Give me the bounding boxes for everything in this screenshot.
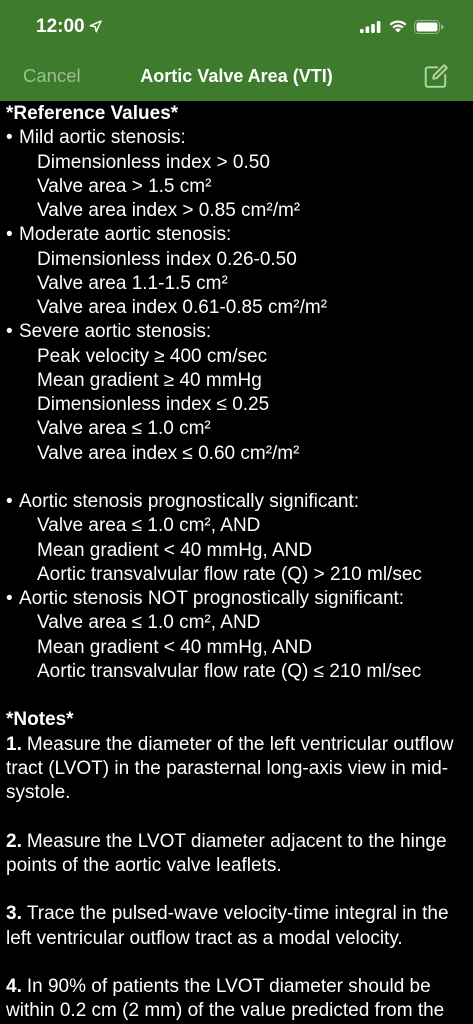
- criterion-item: Valve area index 0.61-0.85 cm²/m²: [37, 297, 328, 318]
- status-bar: [0, 0, 473, 52]
- blank-line: [0, 805, 473, 829]
- page-title: Aortic Valve Area (VTI): [140, 66, 333, 86]
- note-text-line: points of the aortic valve leaflets.: [6, 854, 282, 876]
- note-2-line: [0, 830, 473, 854]
- blank-line: [0, 878, 473, 902]
- criterion-item: Dimensionless index 0.26-0.50: [37, 248, 297, 270]
- blank-line: [0, 684, 473, 708]
- severity-label: Moderate aortic stenosis:: [19, 224, 232, 246]
- cancel-button[interactable]: Cancel: [23, 65, 81, 86]
- cellular-signal-icon: [360, 21, 382, 33]
- prognosis-heading-not-significant: [0, 587, 473, 611]
- prognosis-heading-significant: [0, 490, 473, 514]
- criterion-item: Dimensionless index > 0.50: [37, 151, 270, 173]
- criterion-item: Dimensionless index ≤ 0.25: [37, 394, 270, 415]
- severity-heading-mild: [0, 126, 473, 150]
- criterion-item: Valve area index ≤ 0.60 cm²/m²: [37, 442, 300, 464]
- criterion-item: Valve area ≤ 1.0 cm²: [37, 418, 211, 440]
- bullet: •: [6, 491, 13, 512]
- bullet: •: [6, 588, 13, 609]
- criterion-item: Valve area ≤ 1.0 cm², AND: [37, 612, 261, 634]
- blank-line: [0, 466, 473, 490]
- blank-line: [0, 951, 473, 975]
- prognosis-label: Aortic stenosis prognostically significant:: [19, 491, 360, 512]
- note-text-line: tract (LVOT) in the parasternal long-axis view in mid-: [6, 757, 449, 779]
- criterion-item: Valve area ≤ 1.0 cm², AND: [37, 515, 261, 537]
- note-text: In 90% of patients the LVOT diameter should be: [26, 976, 431, 997]
- app-header: [0, 0, 473, 101]
- note-text: Measure the LVOT diameter adjacent to the hinge: [26, 830, 447, 852]
- location-arrow-icon: [89, 20, 102, 33]
- note-number: 4.: [6, 976, 22, 997]
- note-text: Trace the pulsed-wave velocity-time integral in the: [26, 903, 449, 925]
- note-4-line: [0, 975, 473, 999]
- note-text-line: systole.: [6, 782, 71, 803]
- criterion-item: Aortic transvalvular flow rate (Q) ≤ 210 ml/sec: [37, 660, 422, 682]
- bullet: •: [6, 224, 13, 246]
- criterion-item: Mean gradient ≥ 40 mmHg: [37, 369, 262, 391]
- battery-icon: [414, 20, 444, 34]
- criterion-item: Mean gradient < 40 mmHg, AND: [37, 539, 313, 561]
- note-3-line: [0, 902, 473, 926]
- bullet: •: [6, 127, 13, 149]
- criterion-item: Peak velocity ≥ 400 cm/sec: [37, 345, 268, 367]
- severity-label: Severe aortic stenosis:: [19, 321, 212, 343]
- prognosis-label: Aortic stenosis NOT prognostically significant:: [19, 588, 405, 609]
- criterion-item: Valve area > 1.5 cm²: [37, 175, 212, 197]
- note-number: 3.: [6, 903, 22, 925]
- note-number: 1.: [6, 733, 22, 755]
- reference-content-scroll[interactable]: [0, 101, 473, 1024]
- notes-heading: *Notes*: [6, 709, 74, 731]
- severity-heading-moderate: [0, 223, 473, 247]
- criterion-item: Valve area 1.1-1.5 cm²: [37, 272, 228, 294]
- note-text-line: left ventricular outflow tract as a modal velocity.: [6, 927, 403, 949]
- navigation-bar: [0, 52, 473, 101]
- criterion-item: Aortic transvalvular flow rate (Q) > 210 ml/sec: [37, 563, 422, 585]
- reference-values-heading: *Reference Values*: [6, 103, 179, 124]
- edit-button[interactable]: [423, 63, 449, 89]
- severity-heading-severe: [0, 320, 473, 344]
- note-text-line: within 0.2 cm (2 mm) of the value predicted from the: [6, 1000, 445, 1022]
- criterion-item: Valve area index > 0.85 cm²/m²: [37, 200, 301, 221]
- criterion-item: Mean gradient < 40 mmHg, AND: [37, 636, 313, 658]
- wifi-icon: [389, 20, 407, 33]
- note-text: Measure the diameter of the left ventricular outflow: [26, 733, 454, 755]
- compose-icon: [423, 63, 449, 89]
- bullet: •: [6, 321, 13, 343]
- note-1-line: [0, 733, 473, 757]
- status-time: 12:00: [36, 16, 85, 37]
- severity-label: Mild aortic stenosis:: [19, 127, 186, 149]
- note-number: 2.: [6, 830, 22, 852]
